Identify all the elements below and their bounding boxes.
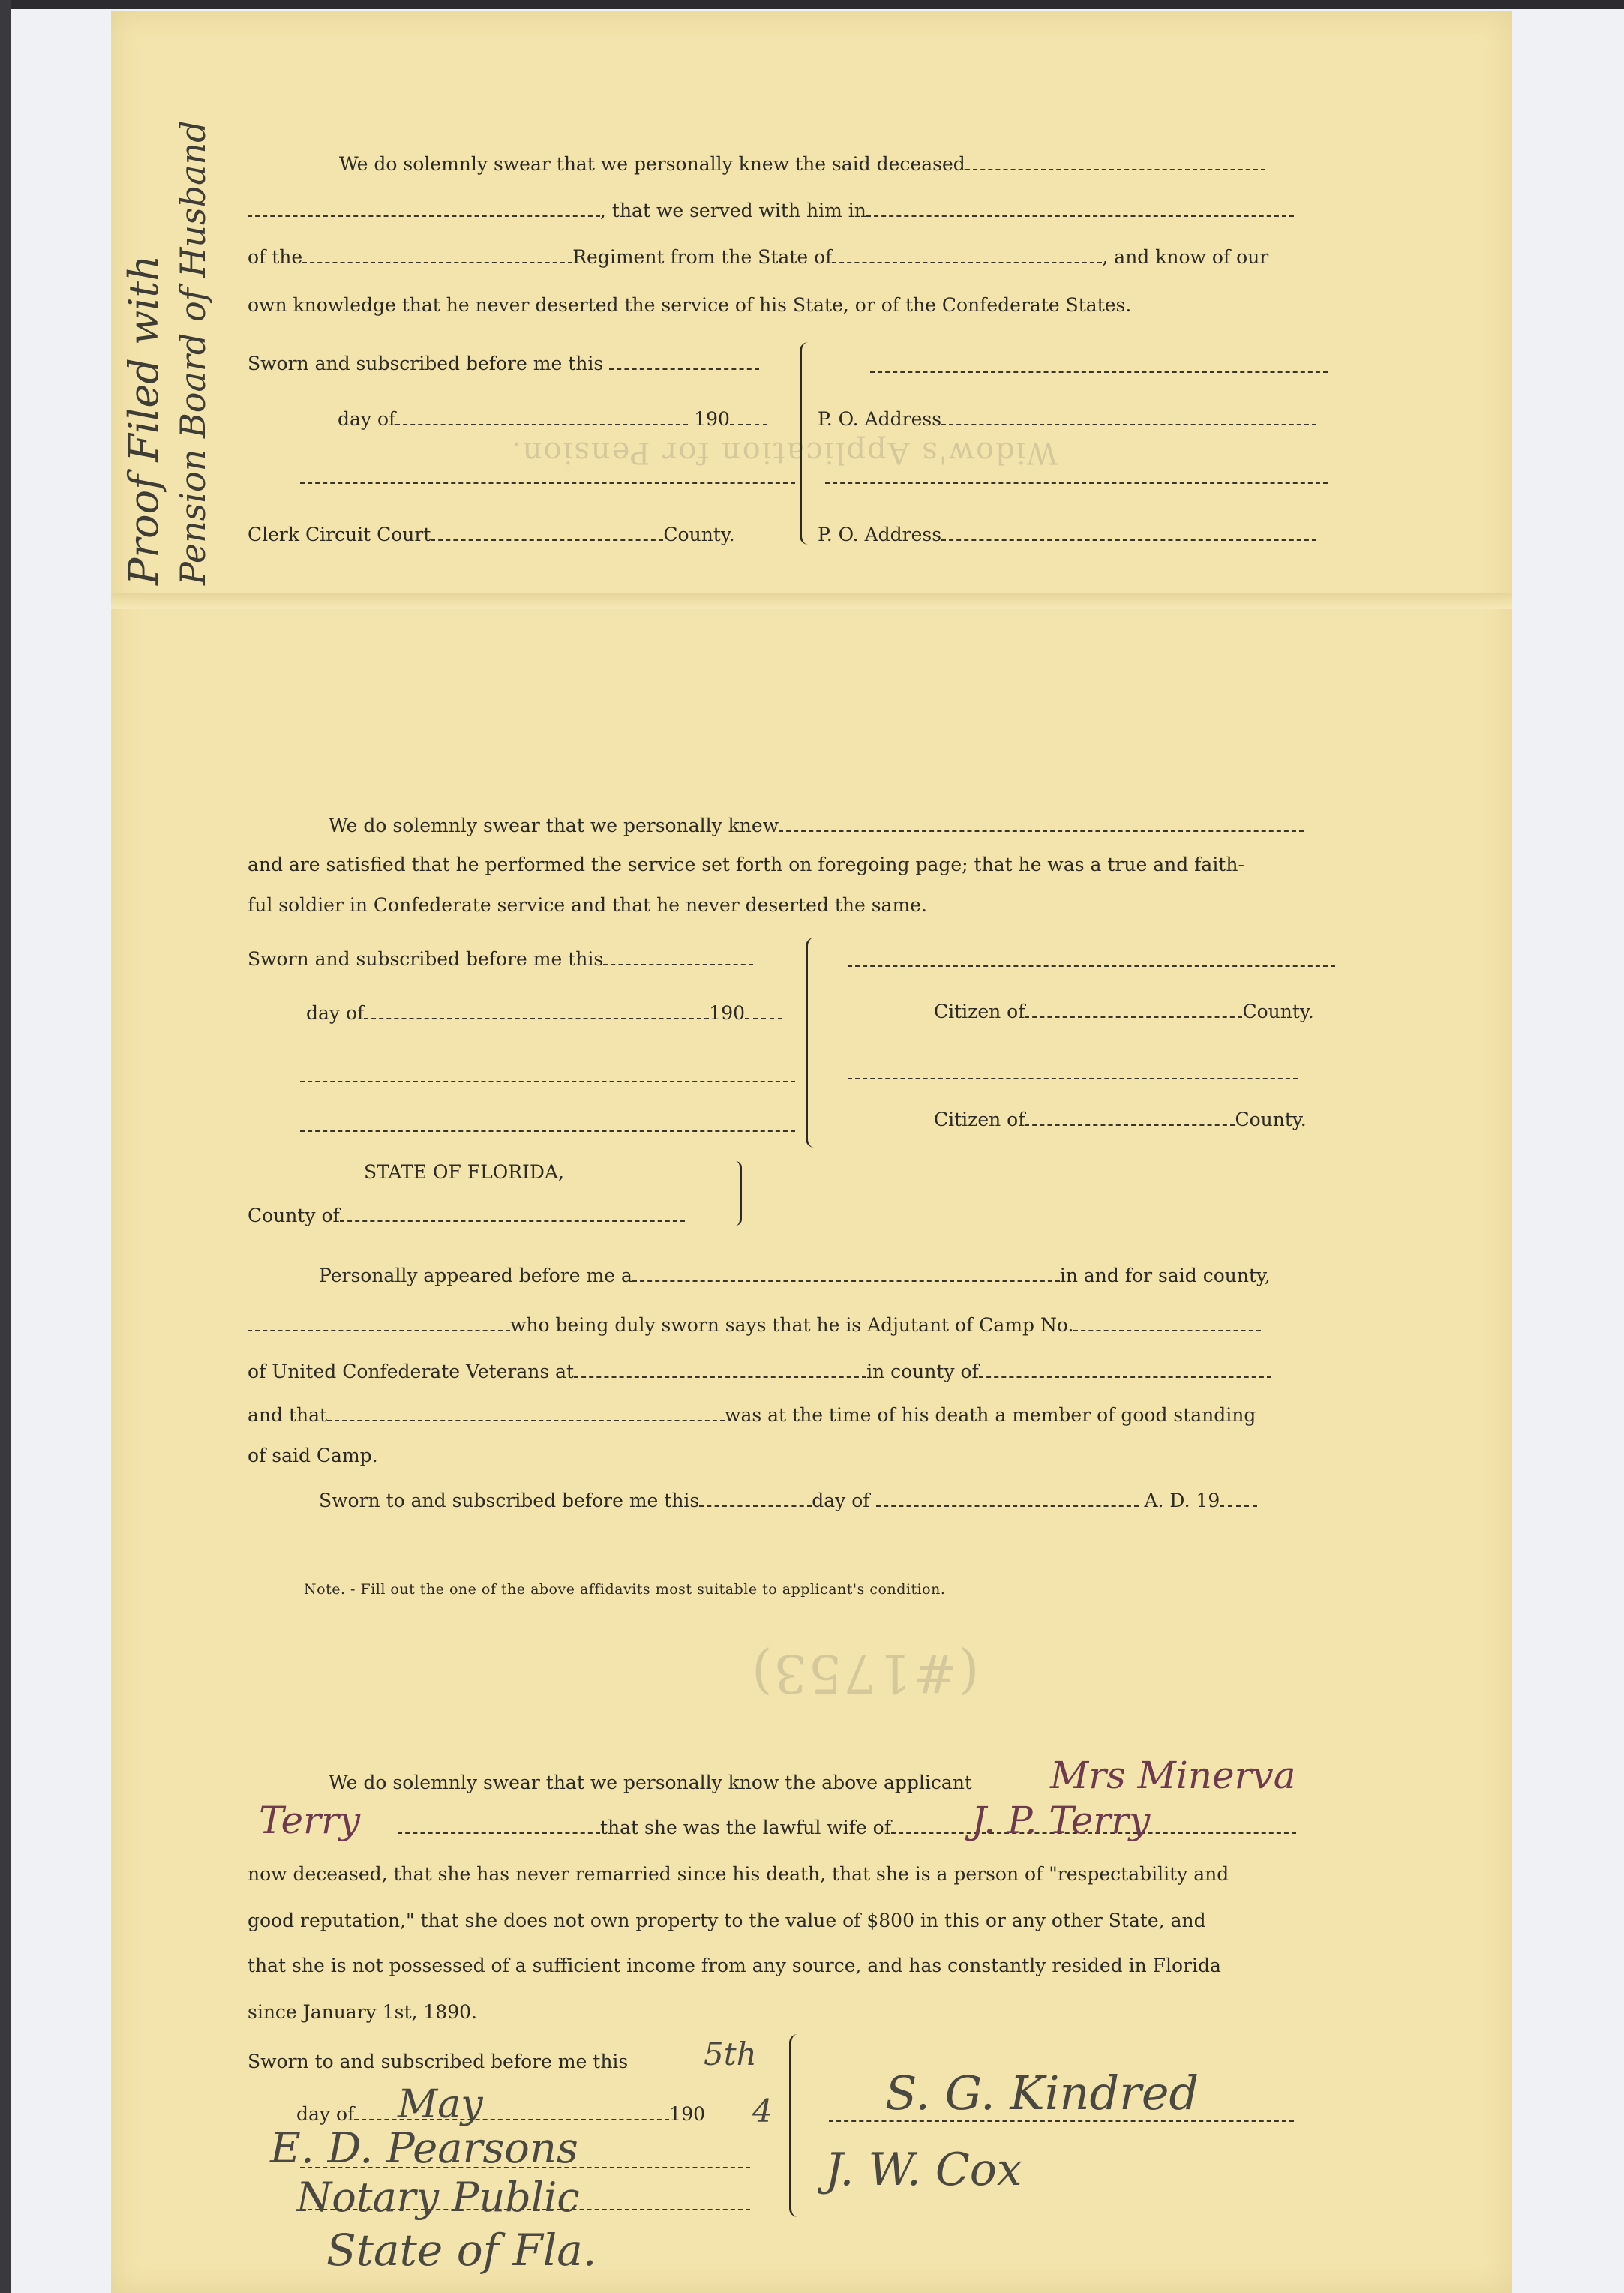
s2-signature-line1 [300,1065,795,1088]
s1-line3b: Regiment from the State of [572,246,833,268]
s4-brace [789,2034,806,2217]
s1-brace [800,342,817,545]
s3-sworn-c: A. D. 19 [1144,1490,1220,1511]
scanner-edge-left [0,0,11,2293]
s4-dayof-text: day of [296,2103,355,2125]
s1-clerk [248,524,735,546]
handwritten-applicant-last: Terry [259,1799,361,1842]
s1-clerk-signature-line [300,467,795,489]
s2-sworn-text: Sworn and subscribed before me this [248,948,604,970]
s3-sworn-b: day of [812,1490,870,1511]
s4-year: 190 [669,2103,706,2125]
s4-line3: now deceased, that she has never remarried since his death, that she is a person of "respectability and [248,1863,1229,1885]
s1-sworn [248,353,759,375]
handwritten-official-signature: E. D. Pearsons [270,2124,578,2173]
s4-dayof [296,2103,705,2126]
s2-citizen-line1 [848,950,1335,972]
s4-line4: good reputation," that she does not own property to the value of $800 in this or any other State, and [248,1910,1206,1931]
handwritten-day: 5th [704,2036,757,2072]
s3-line3 [248,1361,1271,1383]
s2-signature-line2 [300,1115,795,1137]
s2-line1-text: We do solemnly swear that we personally knew [329,815,779,836]
s1-affiant-line2 [825,467,1328,489]
margin-note-line1: Proof Filed with [120,255,167,585]
instruction-note [304,1581,945,1598]
s1-sworn-text: Sworn and subscribed before me this [248,353,604,374]
s1-po1-text: P. O. Address [818,408,942,430]
s4-line1: We do solemnly swear that we personally know the above applicant [329,1772,972,1793]
note-text: - Fill out the one of the above affidavits most suitable to applicant's condition. [345,1581,946,1598]
handwritten-state: State of Fla. [326,2225,597,2276]
s3-line4a: and that [248,1404,328,1426]
s3-line4b: was at the time of his death a member of good standing [725,1404,1256,1426]
s1-county-text: County. [663,524,735,545]
s3-line2 [248,1314,1261,1337]
s1-line4: own knowledge that he never deserted the service of his State, or of the Confederate States. [248,294,1132,316]
s1-po1 [818,408,1316,431]
s3-state: STATE OF FLORIDA, [364,1161,564,1183]
s2-citizen1-text: Citizen of [934,1001,1025,1022]
s1-line2-text: , that we served with him in [600,200,866,221]
s4-sworn-text: Sworn to and subscribed before me this [248,2051,629,2072]
s3-line1 [319,1265,1271,1287]
s1-line2 [248,200,1294,222]
s1-po2 [818,524,1316,546]
s3-sworn [319,1490,1257,1512]
s1-line3 [248,246,1268,269]
paper-fold [111,593,1512,609]
s1-line3c: , and know of our [1102,246,1269,268]
s2-brace [806,938,823,1148]
margin-handwritten-note [113,45,240,585]
s1-affiant-line1 [870,356,1328,378]
handwritten-year-digit: 4 [752,2093,773,2129]
s2-county1-text: County. [1242,1001,1314,1022]
s2-citizen2-text: Citizen of [934,1109,1025,1130]
s1-dayof-text: day of [338,408,396,430]
s2-line1 [329,815,1304,837]
s1-line1-text: We do solemnly swear that we personally knew the said deceased [339,153,965,175]
s2-citizen1 [934,1001,1314,1023]
s1-line1 [339,153,1265,176]
s2-line2: and are satisfied that he performed the service set forth on foregoing page; that he was a true and faith- [248,854,1244,875]
s2-line3: ful soldier in Confederate service and that he never deserted the same. [248,894,927,916]
handwritten-month: May [398,2082,483,2127]
s2-dayof-text: day of [306,1002,365,1024]
s3-line2-text: who being duly sworn says that he is Adjutant of Camp No. [510,1314,1074,1336]
margin-note-line2: Pension Board of Husband [173,120,213,585]
scanner-edge-top [11,0,1624,9]
s3-line3a: of United Confederate Veterans at [248,1361,575,1382]
s4-line2-text: that she was the lawful wife of [600,1817,891,1838]
s3-brace [729,1161,742,1226]
handwritten-witness1: S. G. Kindred [885,2066,1199,2120]
bleed-through-title: Widow's Application for Pension. [510,435,1058,470]
s2-dayof [306,1002,782,1025]
s1-line3a: of the [248,246,303,268]
s2-sworn [248,948,753,971]
s2-citizen2 [934,1109,1307,1131]
s1-year: 190 [694,408,730,430]
s1-dayof [338,408,767,431]
handwritten-official-title: Notary Public [296,2174,580,2221]
s3-sworn-a: Sworn to and subscribed before me this [319,1490,700,1511]
s3-county [248,1205,685,1227]
handwritten-applicant-first: Mrs Minerva [1050,1754,1296,1797]
s1-clerk-text: Clerk Circuit Court [248,524,431,545]
s2-year: 190 [709,1002,746,1024]
s3-line1a: Personally appeared before me a [319,1265,632,1286]
s3-county-text: County of [248,1205,340,1226]
s2-citizen-line2 [848,1062,1298,1085]
bleed-through-number: (#1753) [750,1643,980,1704]
s3-line1b: in and for said county, [1059,1265,1271,1286]
s4-sworn [248,2051,628,2073]
note-label: Note. [304,1581,346,1598]
handwritten-husband: J. P. Terry [971,1799,1151,1842]
s3-line3b: in county of [866,1361,979,1382]
s3-line4 [248,1404,1256,1427]
handwritten-witness2: J. W. Cox [825,2144,1022,2196]
s1-po2-text: P. O. Address [818,524,942,545]
s4-line5: that she is not possessed of a sufficient income from any source, and has constantly resided in Florida [248,1955,1221,1976]
s3-line5: of said Camp. [248,1445,378,1466]
s2-county2-text: County. [1235,1109,1307,1130]
s4-line2-text-wrap [398,1817,1296,1839]
s4-line6: since January 1st, 1890. [248,2001,477,2023]
